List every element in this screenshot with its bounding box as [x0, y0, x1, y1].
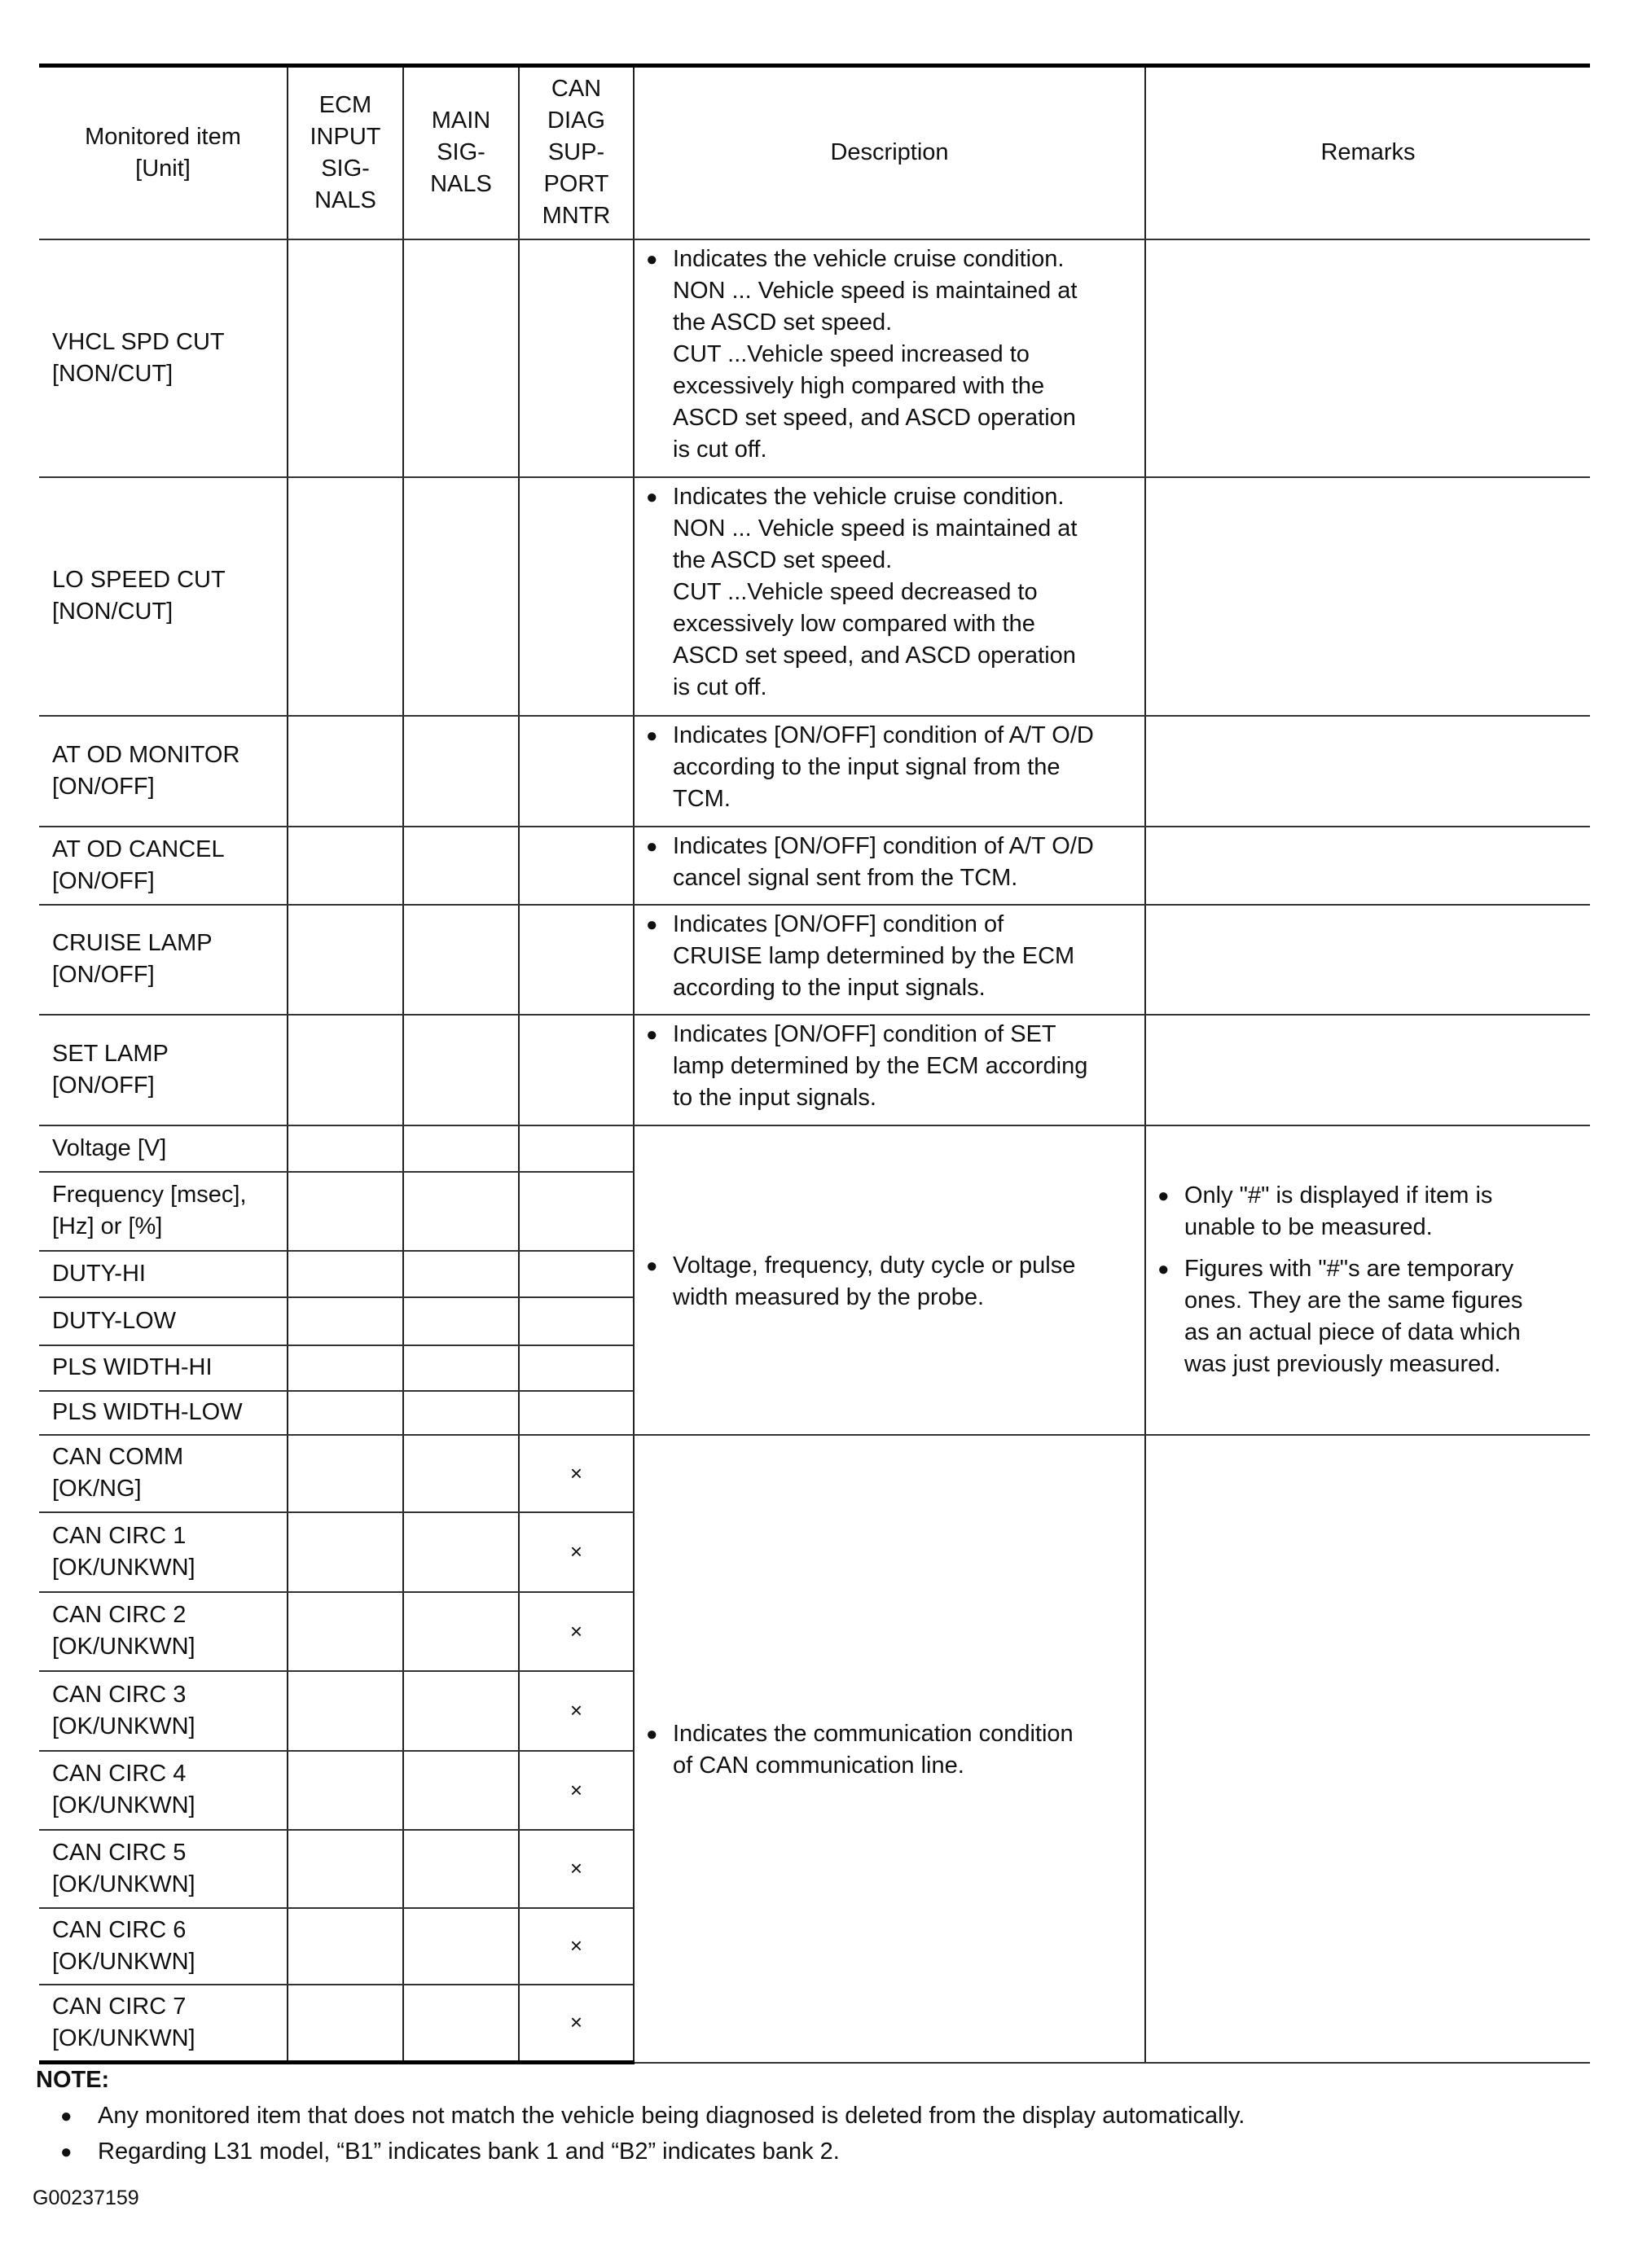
- monitored-item-cell: [39, 1015, 288, 1125]
- text-line: [NON/CUT]: [52, 599, 173, 625]
- text-line: NALS: [314, 186, 376, 213]
- signal-cell: [288, 1172, 403, 1251]
- header-main-signals: [403, 66, 519, 239]
- text-line: [ON/OFF]: [52, 773, 155, 800]
- text-line: [OK/UNKWN]: [52, 1554, 195, 1581]
- signal-cell: [403, 239, 519, 477]
- signal-cell: [288, 1671, 403, 1751]
- table-row: [39, 827, 1590, 905]
- signal-cell: [288, 239, 403, 477]
- text-line: Frequency [msec],: [52, 1182, 247, 1208]
- text-line: ECM: [318, 91, 372, 118]
- text-line: Indicates [ON/OFF] condition of SET: [673, 1020, 1056, 1047]
- text-line: excessively high compared with the: [673, 372, 1045, 399]
- can-diag-mark-cell: ×: [519, 1512, 634, 1592]
- text-line: Voltage [V]: [52, 1134, 167, 1161]
- text-line: CRUISE LAMP: [52, 930, 213, 956]
- note-title: NOTE:: [36, 2067, 110, 2093]
- signal-cell: [288, 1830, 403, 1908]
- text-line: SIG-: [437, 139, 485, 166]
- bullet-icon: ●: [1157, 1257, 1170, 1280]
- signal-cell: [519, 1251, 634, 1297]
- text-line: width measured by the probe.: [673, 1283, 985, 1310]
- text-line: CAN CIRC 6: [52, 1916, 187, 1943]
- description-cell: [634, 905, 1145, 1015]
- signal-cell: [403, 1751, 519, 1830]
- signal-cell: [288, 1908, 403, 1985]
- text-line: [OK/UNKWN]: [52, 1871, 195, 1897]
- signal-cell: [519, 1345, 634, 1391]
- text-line: CUT ...Vehicle speed increased to: [673, 340, 1030, 367]
- text-line: Indicates [ON/OFF] condition of: [673, 910, 1004, 937]
- signal-cell: [403, 1512, 519, 1592]
- bullet-item: [635, 481, 1144, 704]
- bullet-icon: ●: [646, 1023, 658, 1046]
- monitored-item-cell: [39, 1297, 288, 1345]
- signal-cell: [288, 1297, 403, 1345]
- text-line: DIAG: [547, 107, 605, 134]
- text-line: excessively low compared with the: [673, 610, 1035, 637]
- signal-cell: [403, 1015, 519, 1125]
- text-line: [OK/UNKWN]: [52, 2025, 195, 2051]
- can-diag-mark-cell: ×: [519, 1985, 634, 2063]
- header-monitored-item: [39, 66, 288, 239]
- text-line: TCM.: [673, 785, 731, 812]
- text-line: according to the input signal from the: [673, 753, 1061, 780]
- note-bullet: ● Any monitored item that does not match the vehicle being diagnosed is deleted from the display automatically.: [60, 2100, 1245, 2132]
- description-cell: [634, 239, 1145, 477]
- text-line: [OK/UNKWN]: [52, 1634, 195, 1660]
- table-row: [39, 1435, 1590, 1512]
- text-line: [NON/CUT]: [52, 360, 173, 387]
- bullet-item: [635, 1019, 1144, 1114]
- text-line: PLS WIDTH-HI: [52, 1354, 213, 1380]
- monitored-item-cell: [39, 239, 288, 477]
- text-line: NALS: [430, 171, 492, 198]
- signal-cell: [403, 1172, 519, 1251]
- header-ecm-input-signals: [288, 66, 403, 239]
- monitored-item-cell: [39, 827, 288, 905]
- text-line: [Hz] or [%]: [52, 1213, 163, 1239]
- signal-cell: [288, 1251, 403, 1297]
- monitored-item-cell: [39, 1985, 288, 2063]
- bullet-item: [635, 1718, 1144, 1782]
- signal-cell: [288, 716, 403, 827]
- text-line: is cut off.: [673, 436, 767, 463]
- text-line: CAN: [551, 76, 602, 103]
- header-remarks: Remarks: [1145, 66, 1590, 239]
- note-bullet: ● Regarding L31 model, “B1” indicates bank 1 and “B2” indicates bank 2.: [60, 2136, 1245, 2168]
- signal-cell: [519, 905, 634, 1015]
- figure-code: G00237159: [33, 2187, 139, 2209]
- text-line: of CAN communication line.: [673, 1753, 964, 1779]
- signal-cell: [403, 905, 519, 1015]
- remarks-cell: [1145, 716, 1590, 827]
- monitored-item-cell: [39, 1172, 288, 1251]
- bullet-icon: ●: [1157, 1184, 1170, 1207]
- text-line: cancel signal sent from the TCM.: [673, 864, 1018, 891]
- text-line: [OK/NG]: [52, 1476, 142, 1502]
- signal-cell: [403, 1830, 519, 1908]
- table-row: [39, 1015, 1590, 1125]
- text-line: CAN CIRC 5: [52, 1839, 187, 1866]
- text-line: [ON/OFF]: [52, 867, 155, 894]
- can-diag-mark-cell: ×: [519, 1435, 634, 1512]
- remarks-cell: [1145, 827, 1590, 905]
- can-diag-mark-cell: ×: [519, 1830, 634, 1908]
- text-line: CAN CIRC 1: [52, 1522, 187, 1549]
- text-line: [OK/UNKWN]: [52, 1792, 195, 1818]
- monitored-item-cell: [39, 1251, 288, 1297]
- text-line: [OK/UNKWN]: [52, 1948, 195, 1975]
- monitor-item-table: [39, 64, 1590, 2064]
- bullet-icon: ●: [60, 2141, 72, 2163]
- bullet-icon: ●: [646, 1723, 658, 1745]
- signal-cell: [403, 1592, 519, 1671]
- monitored-item-cell: [39, 905, 288, 1015]
- signal-cell: [288, 477, 403, 716]
- bullet-icon: ●: [646, 835, 658, 858]
- text-line: the ASCD set speed.: [673, 546, 893, 573]
- text-line: DUTY-HI: [52, 1260, 146, 1287]
- text-line: Indicates [ON/OFF] condition of A/T O/D: [673, 722, 1094, 748]
- text-line: as an actual piece of data which: [1184, 1318, 1521, 1345]
- text-line: SET LAMP: [52, 1040, 169, 1067]
- header-can-diag-support-mntr: [519, 66, 634, 239]
- signal-cell: [403, 716, 519, 827]
- text-line: CUT ...Vehicle speed decreased to: [673, 578, 1038, 605]
- bullet-item: [635, 243, 1144, 466]
- monitored-item-cell: [39, 477, 288, 716]
- signal-cell: [403, 1908, 519, 1985]
- text-line: CAN CIRC 7: [52, 1993, 187, 2020]
- signal-cell: [403, 1345, 519, 1391]
- monitored-item-cell: [39, 1512, 288, 1592]
- signal-cell: [519, 1015, 634, 1125]
- note-section: [36, 2064, 1245, 2168]
- signal-cell: [288, 1751, 403, 1830]
- signal-cell: [288, 1435, 403, 1512]
- text-line: MNTR: [542, 203, 611, 230]
- monitored-item-cell: [39, 716, 288, 827]
- can-diag-mark-cell: ×: [519, 1908, 634, 1985]
- bullet-item: [1146, 1180, 1590, 1244]
- bullet-icon: ●: [646, 1254, 658, 1277]
- signal-cell: [288, 1512, 403, 1592]
- signal-cell: [519, 1125, 634, 1172]
- text-line: INPUT: [310, 123, 381, 150]
- text-line: Figures with "#"s are temporary: [1184, 1255, 1514, 1282]
- bullet-icon: ●: [646, 485, 658, 508]
- signal-cell: [519, 1391, 634, 1435]
- monitored-item-cell: [39, 1435, 288, 1512]
- remarks-cell: [1145, 1435, 1590, 2063]
- table-row: [39, 1125, 1590, 1172]
- text-line: to the input signals.: [673, 1084, 876, 1111]
- bullet-icon: ●: [646, 913, 658, 936]
- description-cell: [634, 716, 1145, 827]
- text-line: CAN CIRC 4: [52, 1761, 187, 1787]
- monitored-item-cell: [39, 1671, 288, 1751]
- signal-cell: [519, 1172, 634, 1251]
- text-line: is cut off.: [673, 673, 767, 700]
- monitored-item-cell: [39, 1391, 288, 1435]
- text-line: Indicates the vehicle cruise condition.: [673, 245, 1065, 272]
- remarks-cell: [1145, 1125, 1590, 1435]
- description-cell: [634, 827, 1145, 905]
- monitored-item-cell: [39, 1592, 288, 1671]
- signal-cell: [288, 1985, 403, 2063]
- remarks-cell: [1145, 477, 1590, 716]
- can-diag-mark-cell: ×: [519, 1751, 634, 1830]
- signal-cell: [403, 1391, 519, 1435]
- text-line: Monitored item: [85, 123, 241, 150]
- text-line: LO SPEED CUT: [52, 567, 226, 593]
- description-cell: [634, 1435, 1145, 2063]
- text-line: SIG-: [321, 155, 370, 182]
- signal-cell: [403, 1985, 519, 2063]
- table-row: [39, 716, 1590, 827]
- can-diag-mark-cell: ×: [519, 1592, 634, 1671]
- bullet-item: [635, 1250, 1144, 1314]
- text-line: CAN COMM: [52, 1444, 184, 1470]
- header-description: Description: [634, 66, 1145, 239]
- signal-cell: [403, 1125, 519, 1172]
- text-line: Voltage, frequency, duty cycle or pulse: [673, 1252, 1076, 1279]
- bullet-item: [635, 909, 1144, 1004]
- monitored-item-cell: [39, 1125, 288, 1172]
- text-line: NON ... Vehicle speed is maintained at: [673, 277, 1078, 304]
- text-line: according to the input signals.: [673, 974, 986, 1001]
- signal-cell: [288, 1015, 403, 1125]
- signal-cell: [288, 827, 403, 905]
- signal-cell: [403, 1435, 519, 1512]
- bullet-icon: ●: [646, 248, 658, 270]
- bullet-icon: ●: [60, 2105, 72, 2127]
- text-line: Indicates [ON/OFF] condition of A/T O/D: [673, 832, 1094, 859]
- text-line: AT OD MONITOR: [52, 741, 240, 768]
- text-line: Indicates the communication condition: [673, 1721, 1074, 1747]
- signal-cell: [519, 827, 634, 905]
- text-line: NON ... Vehicle speed is maintained at: [673, 515, 1078, 542]
- text-line: was just previously measured.: [1184, 1350, 1501, 1377]
- remarks-cell: [1145, 905, 1590, 1015]
- signal-cell: [288, 1592, 403, 1671]
- text-line: PORT: [543, 171, 609, 198]
- signal-cell: [519, 239, 634, 477]
- text-line: SUP-: [547, 139, 605, 166]
- text-line: [ON/OFF]: [52, 1072, 155, 1099]
- text-line: [OK/UNKWN]: [52, 1713, 195, 1739]
- monitored-item-cell: [39, 1345, 288, 1391]
- signal-cell: [288, 905, 403, 1015]
- header-row: [39, 66, 1590, 239]
- text-line: VHCL SPD CUT: [52, 328, 225, 355]
- signal-cell: [403, 477, 519, 716]
- bullet-item: [1146, 1253, 1590, 1380]
- table-row: [39, 905, 1590, 1015]
- text-line: CAN CIRC 3: [52, 1681, 187, 1708]
- table-row: [39, 239, 1590, 477]
- text-line: ones. They are the same figures: [1184, 1287, 1523, 1314]
- signal-cell: [519, 1297, 634, 1345]
- bullet-icon: ●: [646, 724, 658, 747]
- text-line: ASCD set speed, and ASCD operation: [673, 642, 1076, 669]
- text-line: DUTY-LOW: [52, 1307, 176, 1334]
- bullet-item: [635, 831, 1144, 894]
- monitored-item-cell: [39, 1751, 288, 1830]
- text-line: ASCD set speed, and ASCD operation: [673, 404, 1076, 431]
- text-line: [ON/OFF]: [52, 962, 155, 988]
- text-line: lamp determined by the ECM according: [673, 1052, 1088, 1079]
- text-line: Indicates the vehicle cruise condition.: [673, 483, 1065, 510]
- text-line: PLS WIDTH-LOW: [52, 1399, 243, 1425]
- can-diag-mark-cell: ×: [519, 1671, 634, 1751]
- monitored-item-cell: [39, 1830, 288, 1908]
- signal-cell: [288, 1125, 403, 1172]
- signal-cell: [288, 1345, 403, 1391]
- text-line: unable to be measured.: [1184, 1213, 1433, 1240]
- description-cell: [634, 477, 1145, 716]
- text-line: [Unit]: [135, 155, 191, 182]
- monitored-item-cell: [39, 1908, 288, 1985]
- table-row: [39, 477, 1590, 716]
- signal-cell: [403, 827, 519, 905]
- bullet-item: [635, 720, 1144, 815]
- signal-cell: [519, 716, 634, 827]
- text-line: CAN CIRC 2: [52, 1602, 187, 1628]
- signal-cell: [519, 477, 634, 716]
- text-line: CRUISE lamp determined by the ECM: [673, 942, 1075, 969]
- text-line: AT OD CANCEL: [52, 836, 225, 862]
- description-cell: [634, 1125, 1145, 1435]
- text-line: Only "#" is displayed if item is: [1184, 1182, 1493, 1209]
- signal-cell: [403, 1671, 519, 1751]
- signal-cell: [403, 1297, 519, 1345]
- description-cell: [634, 1015, 1145, 1125]
- signal-cell: [403, 1251, 519, 1297]
- text-line: the ASCD set speed.: [673, 309, 893, 336]
- remarks-cell: [1145, 239, 1590, 477]
- remarks-cell: [1145, 1015, 1590, 1125]
- text-line: MAIN: [431, 107, 491, 134]
- signal-cell: [288, 1391, 403, 1435]
